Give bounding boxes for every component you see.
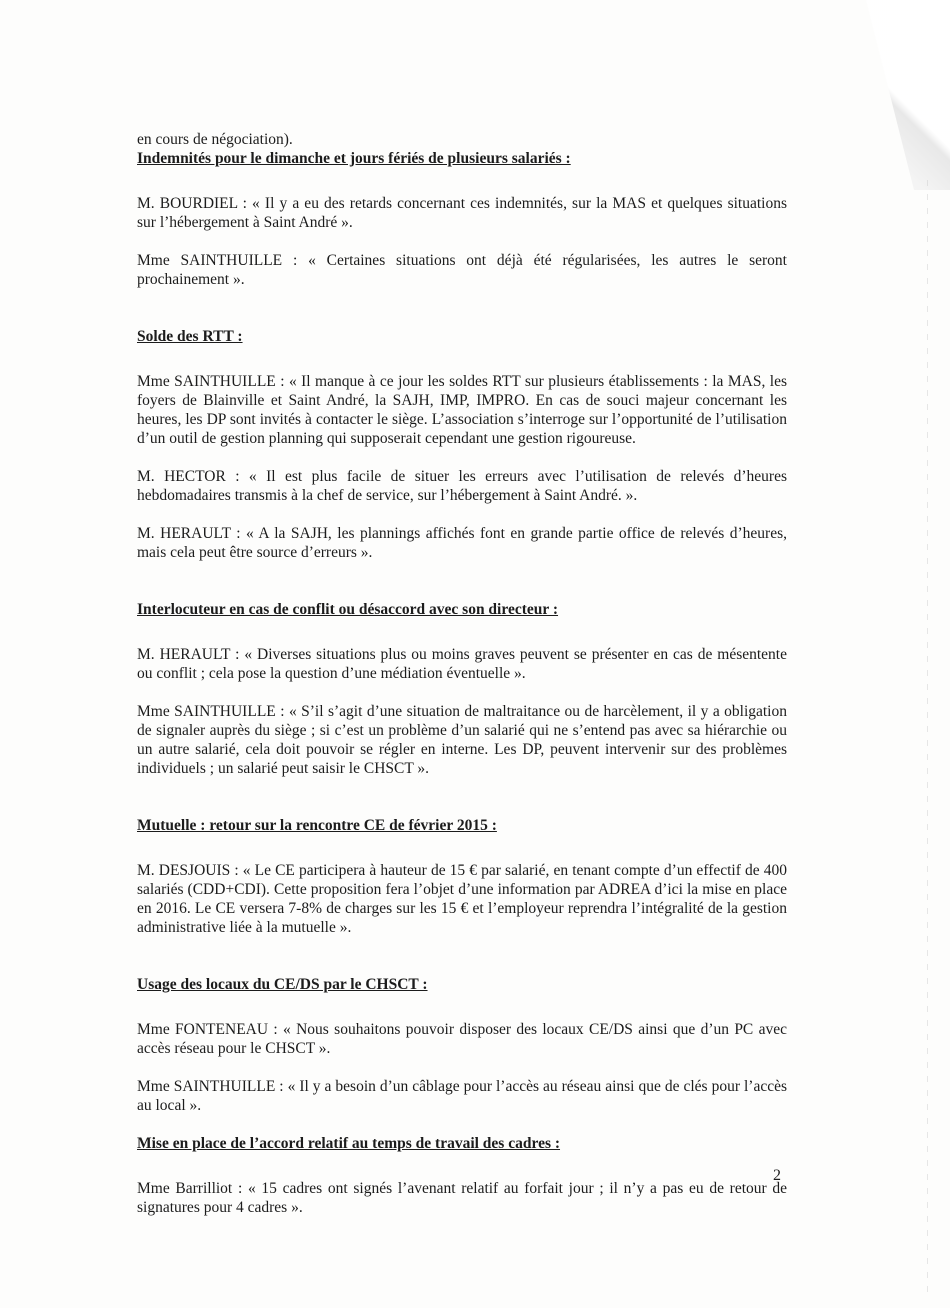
paragraph: M. HERAULT : « A la SAJH, les plannings affichés font en grande partie office de relevés d’heures, mais cela peut être source d’erreurs ». [137,525,787,561]
paragraph: Mme SAINTHUILLE : « Il manque à ce jour les soldes RTT sur plusieurs établissements : la MAS, les foyers de Blainville et Saint André, la SAJH, IMP, IMPRO. En cas de souci majeur concernant les heures, les DP sont invités à contacter le siège. L’association s’interroge sur l’opportunité de l’utilisation d’un outil de gestion planning qui supposerait cependant une gestion rigoureuse. [137,373,787,447]
paragraph: Mme SAINTHUILLE : « Il y a besoin d’un câblage pour l’accès au réseau ainsi que de clés pour l’accès au local ». [137,1078,787,1114]
section-heading-locaux: Usage des locaux du CE/DS par le CHSCT : [137,976,428,993]
section-heading-indemnites: Indemnités pour le dimanche et jours fériés de plusieurs salariés : [137,150,571,167]
section-heading-accord-cadres: Mise en place de l’accord relatif au temps de travail des cadres : [137,1135,561,1152]
paragraph: Mme FONTENEAU : « Nous souhaitons pouvoir disposer des locaux CE/DS ainsi que d’un PC avec accès réseau pour le CHSCT ». [137,1021,787,1057]
page-number: 2 [773,1167,781,1184]
paragraph: Mme SAINTHUILLE : « S’il s’agit d’une situation de maltraitance ou de harcèlement, il y a obligation de signaler auprès du siège ; si c’est un problème d’un salarié qui ne s’entend pas avec sa hiérarchie ou un autre salarié, cela doit pouvoir se régler en interne. Les DP, peuvent intervenir sur des problèmes individuels ; un salarié peut saisir le CHSCT ». [137,703,787,777]
document-body [137,130,787,1217]
section-heading-mutuelle: Mutuelle : retour sur la rencontre CE de février 2015 : [137,817,497,834]
paragraph: M. BOURDIEL : « Il y a eu des retards concernant ces indemnités, sur la MAS et quelques situations sur l’hébergement à Saint André ». [137,195,787,231]
intro-line: en cours de négociation). [137,131,293,148]
paragraph: M. HERAULT : « Diverses situations plus ou moins graves peuvent se présenter en cas de mésentente ou conflit ; cela pose la question d’une médiation éventuelle ». [137,646,787,682]
section-heading-interlocuteur: Interlocuteur en cas de conflit ou désaccord avec son directeur : [137,601,559,618]
section-heading-solde-rtt: Solde des RTT : [137,328,243,345]
paragraph: M. HECTOR : « Il est plus facile de situer les erreurs avec l’utilisation de relevés d’heures hebdomadaires transmis à la chef de service, sur l’hébergement à Saint André. ». [137,468,787,504]
paragraph: Mme Barrilliot : « 15 cadres ont signés l’avenant relatif au forfait jour ; il n’y a pas eu de retour de signatures pour 4 cadres ». [137,1180,787,1216]
page-edge-shadow [927,180,928,1300]
folded-corner [830,0,950,190]
paragraph: M. DESJOUIS : « Le CE participera à hauteur de 15 € par salarié, en tenant compte d’un effectif de 400 salariés (CDD+CDI). Cette proposition fera l’objet d’une information par ADREA d’ici la mise en place en 2016. Le CE versera 7-8% de charges sur les 15 € et l’employeur reprendra l’intégralité de la gestion administrative liée à la mutuelle ». [137,862,787,936]
paragraph: Mme SAINTHUILLE : « Certaines situations ont déjà été régularisées, les autres le seront prochainement ». [137,252,787,288]
